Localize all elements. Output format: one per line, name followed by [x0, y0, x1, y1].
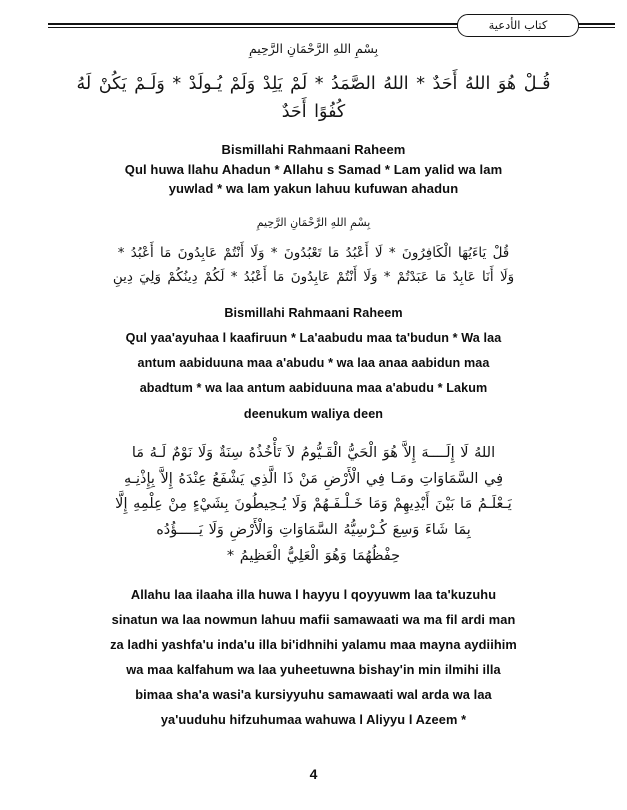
basmala-arabic: بِسْمِ اللهِ الرَّحْمَانِ الرَّحِيمِ — [248, 41, 379, 56]
basmala-arabic: بِسْمِ اللهِ الرَّحْمَانِ الرَّحِيمِ — [256, 216, 371, 230]
arabic-verse-line: اللهُ لَا إِلَــــهَ إِلاَّ هُوَ الْحَيُّ الْقَـيُّومُ لاَ تَأْخُذُهُ سِنَةٌ وَلَا نَوْمٌ لَـهُ مَا — [131, 444, 496, 461]
transliteration-block — [52, 583, 575, 733]
header-book-title-badge: كتاب الأدعية — [457, 14, 579, 37]
transliteration-line: wa maa kalfahum wa laa yuheetuwna bishay'in min ilmihi illa — [126, 661, 501, 677]
transliteration-line: Allahu laa ilaaha illa huwa l hayyu l qoyyuwm laa ta'kuzuhu — [130, 586, 497, 602]
transliteration-line: sinatun wa laa nowmun lahuu mafii samawaati wa ma fil ardi man — [111, 611, 516, 627]
arabic-verse-line: قُلْ يَاءَيُهَا الْكَافِرُونَ * لَا أَعْبُدُ مَا تَعْبُدُونَ * وَلَا أَنْتُمْ عَابِدُونَ مَا أَعْبُدُ * — [117, 245, 510, 262]
transliteration-line: za ladhi yashfa'u inda'u illa bi'idhnihi yalamu maa mayna aydiihim — [110, 636, 517, 652]
arabic-verse-line: وَلَا أَنَا عَابِدٌ مَا عَبَدْتُمْ * وَلَا أَنْتُمْ عَابِدُونَ مَا أَعْبُدُ * لَكُمْ دِينُكُمْ وَلِيَ دِينِ — [112, 268, 515, 285]
spacer — [52, 427, 575, 441]
transliteration-line: antum aabiduuna maa a'abudu * wa laa anaa aabidun maa — [137, 356, 490, 371]
transliteration-line: abadtum * wa laa antum aabiduuna maa a'abudu * Lakum — [139, 381, 488, 396]
spacer — [52, 61, 575, 70]
transliteration-line: Bismillahi Rahmaani Raheem — [221, 141, 406, 157]
transliteration-line: Bismillahi Rahmaani Raheem — [224, 305, 403, 320]
arabic-verse-line: يَـعْلَـمُ مَا بَيْنَ أَيْدِيهِمْ وَمَا خَـلْـفَـهُمْ وَلَا يُـحِيطُونَ بِشَيْءٍ مِنْ عِلْمِهِ إِلَّا — [115, 496, 512, 513]
transliteration-block — [52, 301, 575, 427]
transliteration-line: bimaa sha'a wasi'a kursiyyuhu samawaati wal arda wa laa — [135, 686, 492, 702]
section-surah-al-kafirun — [52, 215, 575, 427]
spacer — [52, 289, 575, 301]
spacer — [52, 570, 575, 583]
transliteration-line: ya'uuduhu hifzuhumaa wahuwa l Aliyyu l Azeem * — [160, 711, 467, 727]
transliteration-line: Qul yaa'ayuhaa l kaafiruun * La'aabudu maa ta'budun * Wa laa — [125, 331, 502, 346]
transliteration-line: deenukum waliya deen — [243, 406, 384, 421]
running-header — [0, 14, 627, 36]
transliteration-line: Qul huwa llahu Ahadun * Allahu s Samad * Lam yalid wa lam — [124, 161, 503, 177]
spacer — [52, 127, 575, 140]
page-content — [0, 40, 627, 733]
arabic-verse-line: كُفُوًا أَحَدٌ — [281, 102, 346, 123]
arabic-verse-line: قُـلْ هُوَ اللهُ أَحَدٌ * اللهُ الصَّمَدُ * لَمْ يَلِدْ وَلَمْ يُـولَدْ * وَلَـمْ يَكُنْ لَهُ — [76, 74, 551, 95]
section-surah-al-ikhlas — [52, 40, 575, 199]
spacer — [52, 199, 575, 215]
page-number: 4 — [309, 766, 318, 782]
arabic-verse-line: حِفْظُهُمَا وَهُوَ الْعَلِيُّ الْعَظِيمُ * — [226, 548, 401, 565]
transliteration-block — [52, 140, 575, 199]
section-ayat-al-kursi — [52, 441, 575, 733]
arabic-verse-line: بِمَا شَاءَ وَسِعَ كُـرْسِيُّهُ السَّمَاوَاتِ وَالْأَرْضِ وَلَا يَـــــؤُدُه — [156, 522, 471, 539]
transliteration-line: yuwlad * wa lam yakun lahuu kufuwan ahadun — [168, 181, 459, 197]
spacer — [52, 233, 575, 242]
arabic-verse-line: فِي السَّمَاوَاتِ ومَـا فِي الْأَرْضِ مَنْ ذَا الَّذِي يَشْفَعُ عِنْدَهُ إِلاَّ بِإِذْنِـهِ — [123, 470, 504, 487]
